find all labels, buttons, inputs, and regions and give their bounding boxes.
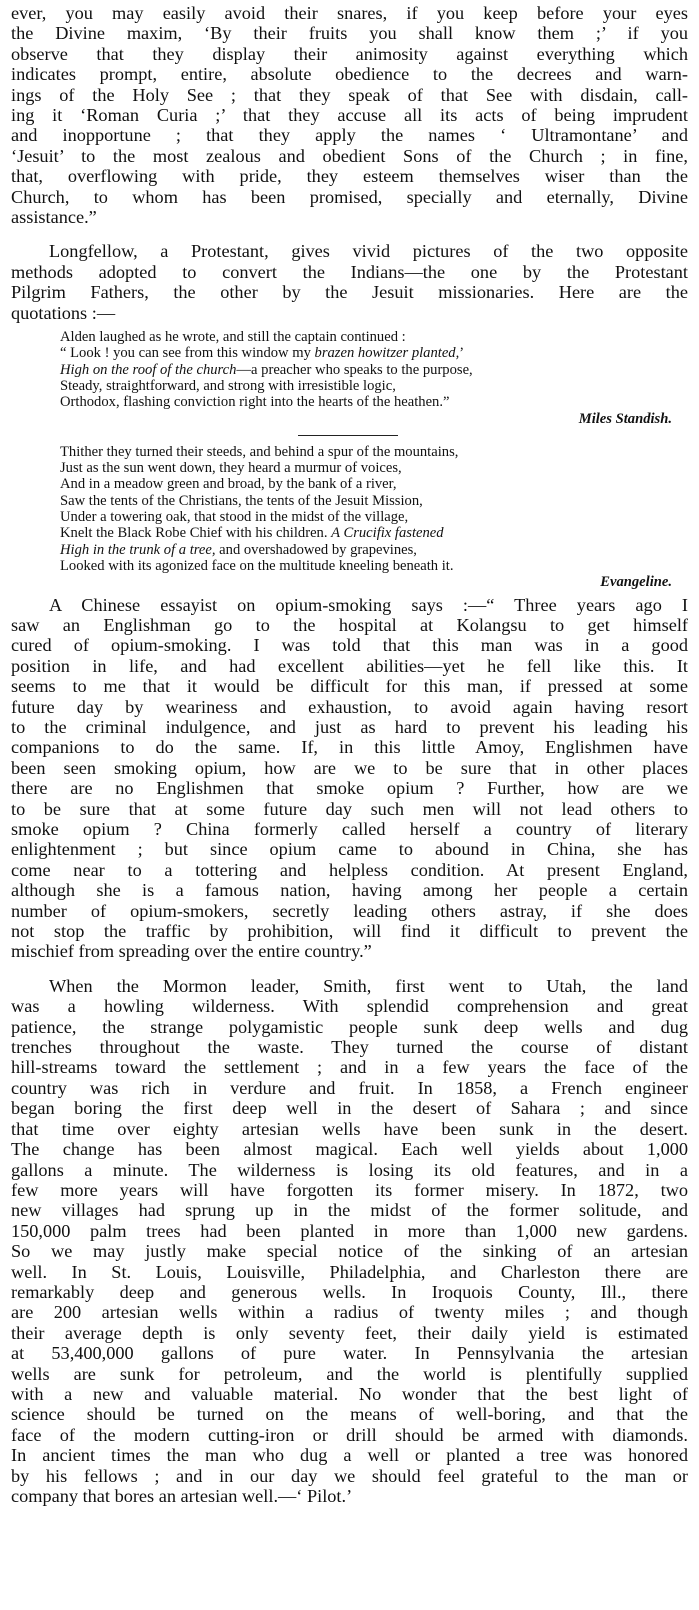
verse-line (60, 525, 674, 541)
text-line: saw an Englishman go to the hospital at Kolangsu to get himself (11, 614, 688, 635)
text-line: come near to a tottering and helpless condition. At present England, (11, 859, 688, 880)
verse-text: and overshadowed by grapevines, (215, 541, 417, 558)
verse-line (60, 493, 674, 509)
text-line: position in life, and had excellent abilities—yet he fell like this. It (11, 655, 688, 676)
text-line: remarkably deep and generous wells. In Iroquois County, Ill., there (11, 1281, 688, 1302)
text-line: enlightenment ; but since opium came to abound in China, she has (11, 839, 688, 860)
verse-text: Under a towering oak, that stood in the midst of the village, (60, 509, 409, 526)
verse-text: Thither they turned their steeds, and behind a spur of the mountains, (60, 443, 459, 460)
verse-line (60, 509, 674, 525)
text-line: was a howling wilderness. With splendid comprehension and great (11, 996, 688, 1017)
verse-text: Steady, straightforward, and strong with irresistible logic, (60, 377, 396, 394)
text-line: wells are sunk for petroleum, and the world is plentifully supplied (11, 1363, 688, 1384)
text-line: are 200 artesian wells within a radius of twenty miles ; and though (11, 1302, 688, 1323)
text-line: patience, the strange polygamistic people sunk deep wells and dug (11, 1016, 688, 1037)
quote-miles-standish (60, 329, 674, 427)
text-line: although she is a famous nation, having among her people a certain (11, 880, 688, 901)
text-line: indicates prompt, entire, absolute obedience to the decrees and warn- (11, 64, 688, 85)
paragraph-holy-see (11, 3, 688, 227)
verse-line (60, 378, 674, 394)
text-line: that, overflowing with pride, they esteem themselves wiser than the (11, 166, 688, 187)
verse-line (60, 460, 674, 476)
text-line: by his fellows ; and in our day we should feel grateful to the man or (11, 1465, 688, 1486)
text-line: country was rich in verdure and fruit. In 1858, a French engineer (11, 1077, 688, 1098)
verse-italic: High on the roof of the church (60, 361, 237, 378)
text-line: A Chinese essayist on opium-smoking says :—“ Three years ago I (49, 594, 688, 615)
verse-text: Saw the tents of the Christians, the tents of the Jesuit Mission, (60, 492, 423, 509)
text-line: hill-streams toward the settlement ; and in a few years the face of the (11, 1057, 688, 1078)
verse-text: Looked with its agonized face on the multitude kneeling beneath it. (60, 557, 454, 574)
paragraph-longfellow (11, 241, 688, 323)
text-line: 150,000 palm trees had been planted in more than 1,000 new gardens. (11, 1220, 688, 1241)
text-line: not stop the traffic by prohibition, will find it difficult to prevent the (11, 921, 688, 942)
text-line: with a new and valuable material. No wonder that the best light of (11, 1383, 688, 1404)
text-line: began boring the first deep well in the desert of Sahara ; and since (11, 1098, 688, 1119)
verse-text: ’ (459, 345, 465, 362)
text-line: new villages had sprung up in the midst of the former solitude, and (11, 1200, 688, 1221)
text-line: there are no Englishmen that smoke opium ? Further, how are we (11, 778, 688, 799)
text-line: trenches throughout the waste. They turned the course of distant (11, 1037, 688, 1058)
verse-line (60, 558, 674, 574)
verse-text: Just as the sun went down, they heard a murmur of voices, (60, 460, 402, 477)
paragraph-opium-smoking (11, 595, 688, 962)
text-line: ings of the Holy See ; that they speak of that See with disdain, call- (11, 84, 688, 105)
text-line: companions to do the same. If, in this little Amoy, Englishmen have (11, 737, 688, 758)
text-line: company that bores an artesian well.—‘ Pilot.’ (11, 1486, 353, 1507)
verse-line (60, 542, 674, 558)
text-line: ing it ‘Roman Curia ;’ that they accuse all its acts of being imprudent (11, 105, 688, 126)
text-line: Pilgrim Fathers, the other by the Jesuit missionaries. Here are the (11, 282, 688, 303)
text-line: been seen smoking opium, how are we to be sure that in other places (11, 757, 688, 778)
verse-line (60, 444, 674, 460)
text-line: few more years will have forgotten its former misery. In 1872, two (11, 1179, 688, 1200)
verse-text: Orthodox, flashing conviction right into the hearts of the heathen.” (60, 394, 450, 411)
text-line: to the criminal indulgence, and just as hard to prevent his leading his (11, 716, 688, 737)
text-line: gallons a minute. The wilderness is losing its old features, and in a (11, 1159, 688, 1180)
text-line: ever, you may easily avoid their snares, if you keep before your eyes (11, 3, 688, 23)
text-line: well. In St. Louis, Louisville, Philadelphia, and Charleston there are (11, 1261, 688, 1282)
text-line: future day by weariness and exhaustion, to avoid again having resort (11, 696, 688, 717)
quote-evangeline (60, 444, 674, 591)
text-line: When the Mormon leader, Smith, first went to Utah, the land (49, 975, 688, 996)
verse-line (60, 329, 674, 345)
text-line: cured of opium-smoking. I was told that this man was in a good (11, 635, 688, 656)
text-line: ‘Jesuit’ to the most zealous and obedient Sons of the Church ; in fine, (11, 145, 688, 166)
verse-italic: High in the trunk of a tree, (60, 541, 216, 558)
text-line: observe that they display their animosity against everything which (11, 43, 688, 64)
text-line: assistance.” (11, 207, 97, 228)
text-line: The change has been almost magical. Each well yields about 1,000 (11, 1139, 688, 1160)
text-line: mischief from spreading over the entire country.” (11, 941, 372, 962)
paragraph-artesian-wells (11, 976, 688, 1507)
text-line: In ancient times the man who dug a well or planted a tree was honored (11, 1445, 688, 1466)
text-line: methods adopted to convert the Indians—the one by the Protestant (11, 261, 688, 282)
verse-text: Knelt the Black Robe Chief with his children. (60, 525, 332, 542)
verse-line (60, 476, 674, 492)
verse-italic: A Crucifix fastened (331, 525, 444, 542)
text-line: at 53,400,000 gallons of pure water. In Pennsylvania the artesian (11, 1343, 688, 1364)
text-line: face of the modern cutting-iron or drill should be armed with diamonds. (11, 1424, 688, 1445)
text-line: their average depth is only seventy feet, their daily yield is estimated (11, 1322, 688, 1343)
text-line: that time over eighty artesian wells have been sunk in the desert. (11, 1118, 688, 1139)
text-line: quotations :— (11, 302, 116, 323)
verse-line (60, 362, 674, 378)
text-line: science should be turned on the means of well-boring, and that the (11, 1404, 688, 1425)
verse-italic: brazen howitzer planted, (314, 345, 460, 362)
quote-attribution: Miles Standish. (578, 410, 672, 427)
verse-text: Alden laughed as he wrote, and still the captain continued : (60, 329, 406, 346)
divider-rule (298, 435, 398, 436)
text-line: smoke opium ? China formerly called herself a country of literary (11, 819, 688, 840)
verse-line (60, 394, 674, 410)
text-line: So we may justly make special notice of the sinking of an artesian (11, 1241, 688, 1262)
verse-text: “ Look ! you can see from this window my (60, 345, 315, 362)
verse-line (60, 345, 674, 361)
verse-text: —a preacher who speaks to the purpose, (236, 361, 473, 378)
text-line: Longfellow, a Protestant, gives vivid pictures of the two opposite (49, 241, 688, 262)
text-line: and inopportune ; that they apply the names ‘ Ultramontane’ and (11, 125, 688, 146)
text-line: number of opium-smokers, secretly leading others astray, if she does (11, 900, 688, 921)
quote-attribution: Evangeline. (600, 574, 672, 591)
text-line: the Divine maxim, ‘By their fruits you shall know them ;’ if you (11, 23, 688, 44)
text-line: to be sure that at some future day such men will not lead others to (11, 798, 688, 819)
text-line: Church, to whom has been promised, specially and eternally, Divine (11, 186, 688, 207)
verse-text: And in a meadow green and broad, by the bank of a river, (60, 476, 397, 493)
text-line: seems to me that it would be difficult for this man, if pressed at some (11, 676, 688, 697)
